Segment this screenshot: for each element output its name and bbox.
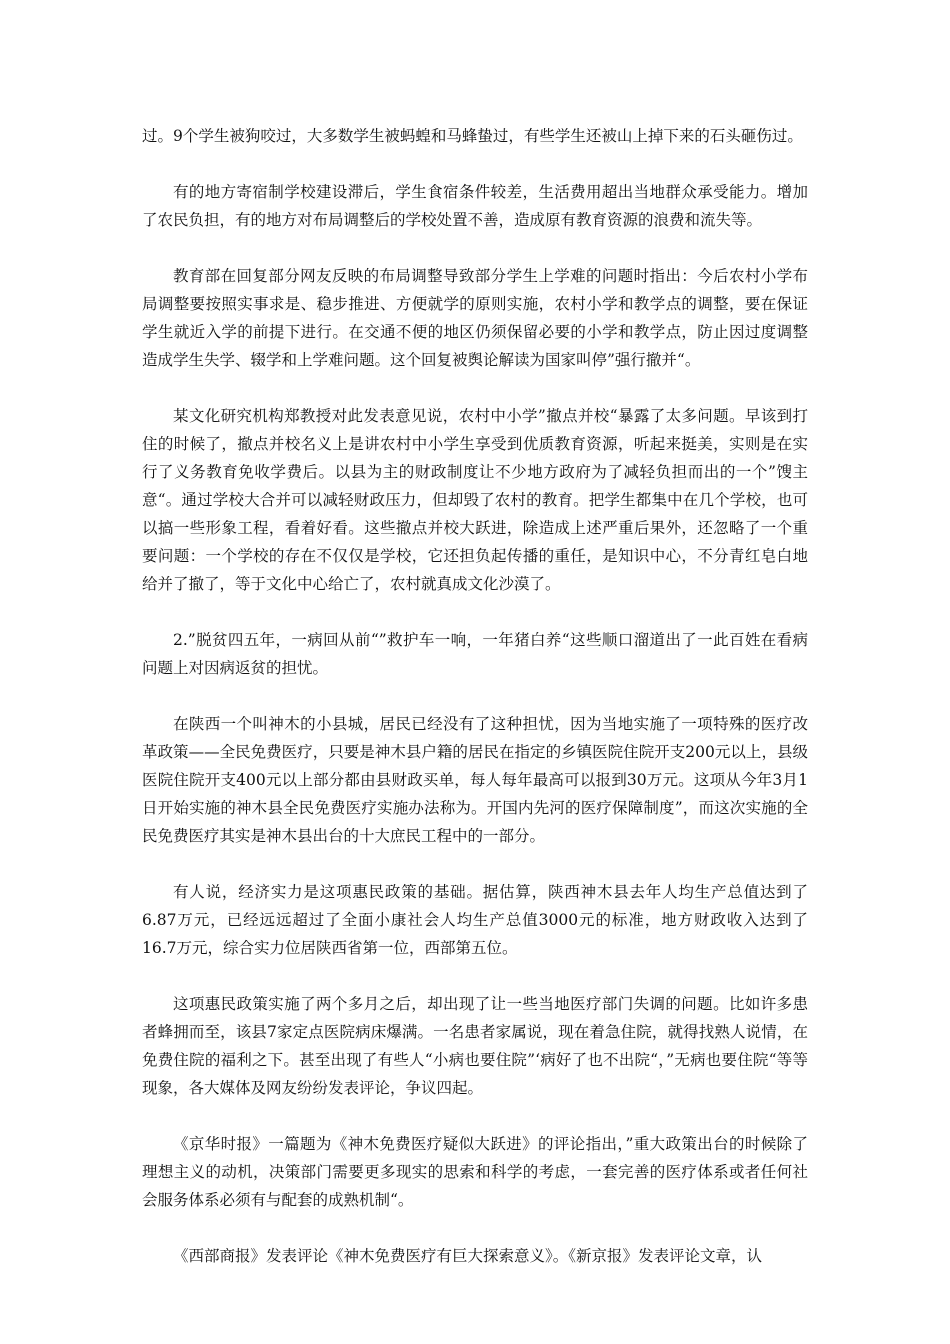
paragraph-6: 在陕西一个叫神木的小县城，居民已经没有了这种担忧，因为当地实施了一项特殊的医疗改革政策——全民免费医疗，只要是神木县户籍的居民在指定的乡镇医院住院开支200元以上，县级医院住院开支400元以上部分都由县财政买单，每人每年最高可以报到30万元。这项从今年3月1日开始实施的神木县全民免费医疗实施办法称为。开国内先河的医疗保障制度”，而这次实施的全民免费医疗其实是神木县出台的十大庶民工程中的一部分。 — [142, 715, 808, 845]
paragraph-10: 《西部商报》发表评论《神木免费医疗有巨大探索意义》。《新京报》发表评论文章，认 — [173, 1247, 763, 1265]
paragraph-8: 这项惠民政策实施了两个多月之后，却出现了让一些当地医疗部门失调的问题。比如许多患者蜂拥而至，该县7家定点医院病床爆满。一名患者家属说，现在着急住院，就得找熟人说情，在免费住院的福利之下。甚至出现了有些人“小病也要住院”‘病好了也不出院“，”无病也要住院“等等现象，各大媒体及网友纷纷发表评论，争议四起。 — [142, 995, 808, 1097]
paragraph-5: 2.”脱贫四五年，一病回从前“”救护车一响，一年猪白养“这些顺口溜道出了一此百姓在看病问题上对因病返贫的担忧。 — [142, 631, 808, 677]
paragraph-1: 过。9个学生被狗咬过，大多数学生被蚂蝗和马蜂蛰过，有些学生还被山上掉下来的石头砸伤过。 — [142, 127, 803, 145]
paragraph-9: 《京华时报》一篇题为《神木免费医疗疑似大跃进》的评论指出，”重大政策出台的时候除了理想主义的动机，决策部门需要更多现实的思索和科学的考虑，一套完善的医疗体系或者任何社会服务体系必须有与配套的成熟机制“。 — [142, 1135, 808, 1209]
paragraph-4: 某文化研究机构郑教授对此发表意见说，农村中小学”撤点并校“暴露了太多问题。早该到打住的时候了，撤点并校名义上是讲农村中小学生享受到优质教育资源，听起来挺美，实则是在实行了义务教育免收学费后。以县为主的财政制度让不少地方政府为了减轻负担而出的一个”馊主意“。通过学校大合并可以减轻财政压力，但却毁了农村的教育。把学生都集中在几个学校，也可以搞一些形象工程，看着好看。这些撤点并校大跃进，除造成上述严重后果外，还忽略了一个重要问题：一个学校的存在不仅仅是学校，它还担负起传播的重任，是知识中心，不分青红皂白地给并了撤了，等于文化中心给亡了，农村就真成文化沙漠了。 — [142, 407, 808, 593]
paragraph-3: 教育部在回复部分网友反映的布局调整导致部分学生上学难的问题时指出：今后农村小学布局调整要按照实事求是、稳步推进、方便就学的原则实施，农村小学和教学点的调整，要在保证学生就近入学的前提下进行。在交通不便的地区仍须保留必要的小学和教学点，防止因过度调整造成学生失学、辍学和上学难问题。这个回复被舆论解读为国家叫停”强行撤并“。 — [142, 267, 808, 369]
paragraph-2: 有的地方寄宿制学校建设滞后，学生食宿条件较差，生活费用超出当地群众承受能力。增加了农民负担，有的地方对布局调整后的学校处置不善，造成原有教育资源的浪费和流失等。 — [142, 183, 808, 229]
document-body — [142, 122, 808, 1298]
paragraph-7: 有人说，经济实力是这项惠民政策的基础。据估算，陕西神木县去年人均生产总值达到了6.87万元，已经远远超过了全面小康社会人均生产总值3000元的标准，地方财政收入达到了16.7万元，综合实力位居陕西省第一位，西部第五位。 — [142, 883, 808, 957]
